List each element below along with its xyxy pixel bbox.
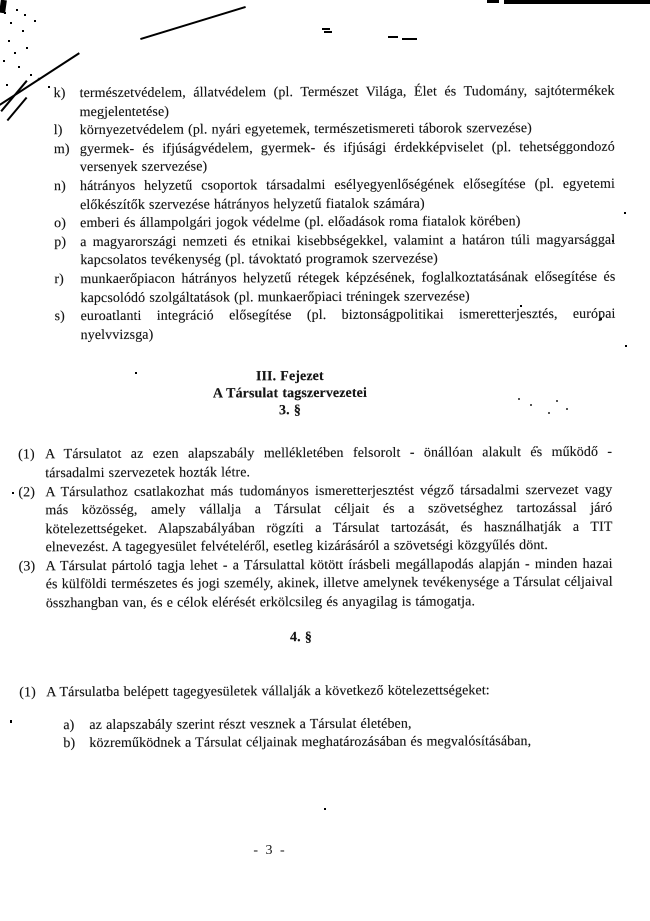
list-item-label: l): [53, 123, 63, 139]
section-4-heading: 4. §: [289, 629, 312, 645]
list-item: [63, 733, 591, 754]
list-item-label: m): [53, 141, 70, 157]
list-item-text: közreműködnek a Társulat céljainak meghatározásában és megvalósításában,: [89, 734, 532, 752]
paragraph: [18, 444, 612, 484]
scan-artifact-top-edge-line: [487, 0, 499, 3]
scan-artifact-speckles: [4, 12, 6, 14]
section-3-heading: 3. §: [278, 403, 301, 419]
chapter-title: III. Fejezet: [255, 369, 324, 385]
list-item-text: emberi és állampolgári jogok védelme (pl. előadások roma fiatalok körében): [80, 214, 521, 232]
list-item-text: euroatlanti integráció elősegítése (pl. biztonságpolitikai ismeretterjesztés, európai nyelvvizsga): [80, 306, 616, 343]
list-item-label: b): [63, 736, 76, 752]
list-item-text: természetvédelem, állatvédelem (pl. Természet Világa, Élet és Tudomány, sajtótermékek megjelentetése): [79, 83, 615, 120]
list-item: [54, 269, 615, 309]
list-item-text: az alapszabály szerint részt vesznek a Társulat életében,: [89, 716, 412, 733]
paragraph: [18, 481, 612, 558]
list-item-label: a): [63, 717, 75, 733]
list-item-label: n): [53, 179, 66, 195]
paragraph-text: A Társulathoz csatlakozhat más tudományos ismeretterjesztést végző társadalmi szervezet vagy más közösség, amely vállalja a Társulat céljait és a szövetséghez tartozással járó kötelezettségeket. Alapszabályában rögzíti a Társulat tartozását, és használhatják a TIT elnevezést. A tagegyesület felvételéről, esetleg kizárásáról a szövetségi közgyűlés dönt.: [45, 482, 613, 556]
list-item-label: r): [54, 272, 64, 288]
list-item-text: gyermek- és ifjúságvédelem, gyermek- és ifjúsági érdekképviselet (pl. tehetséggondozó versenyek szervezése): [79, 139, 615, 176]
scan-artifact-speck: [322, 28, 330, 30]
list-item: [54, 83, 615, 123]
list-item: [55, 306, 616, 346]
scan-artifact-top-edge-line: [504, 0, 650, 4]
list-item-text: környezetvédelem (pl. nyári egyetemek, természetismereti táborok szervezése): [79, 121, 532, 139]
list-item-label: s): [54, 309, 65, 325]
paragraph: [19, 556, 613, 614]
scan-artifact-speck: [388, 36, 398, 38]
obligation-list: [63, 715, 591, 754]
paragraph-text: A Társulat pártoló tagja lehet - a Társulattal kötött írásbeli megállapodás alapján - minden hazai és külföldi természetes és jogi személy, akinek, illetve amelynek tevékenysége a Társulat céljaival összhangban van, és e célok elérését erkölcsileg és anyagilag is támogatja.: [45, 556, 613, 612]
numbered-paragraphs: [18, 444, 613, 614]
paragraph-text: A Társulatba belépett tagegyesületek vállalják a következő kötelezettségeket:: [46, 683, 490, 701]
document-content: [0, 83, 650, 755]
list-item: [54, 120, 615, 141]
paragraph-text: A Társulatot az ezen alapszabály mellékletében felsorolt - önállóan alakult és működő - társadalmi szervezetek hozták létre.: [45, 445, 613, 482]
list-item-label: p): [54, 234, 67, 250]
list-item-text: munkaerőpiacon hátrányos helyzetű rétegek képzésének, foglalkoztatásának elősegítése és kapcsolódó szolgáltatások (pl. munkaerőpiaci tréningek szervezése): [80, 269, 616, 306]
list-item: [63, 715, 591, 736]
page-number: - 3 -: [253, 843, 287, 858]
paragraph-number: (1): [18, 447, 35, 463]
list-item: [54, 176, 615, 216]
activity-list: [54, 83, 616, 346]
scan-artifact-pen-stroke: [140, 6, 246, 40]
section-4-intro: [19, 682, 613, 703]
chapter-subtitle: A Társulat tagszervezetei: [212, 386, 367, 402]
list-item: [54, 213, 615, 234]
chapter-heading: [0, 367, 580, 421]
list-item: [54, 139, 615, 179]
list-item-text: hátrányos helyzetű csoportok társadalmi esélyegyenlőségének elősegítése (pl. egyetemi előkészítők szervezése hátrányos helyzetű fiatalok számára): [79, 176, 616, 213]
paragraph-number: (2): [18, 484, 35, 500]
list-item-label: k): [53, 86, 66, 102]
list-item-label: o): [54, 216, 67, 232]
list-item: [54, 231, 615, 271]
list-item-text: a magyarországi nemzeti és etnikai kisebbségekkel, valamint a határon túli magyarsággal kapcsolatos tevékenység (pl. távoktató programok szervezése): [80, 232, 616, 269]
paragraph-number: (3): [18, 559, 36, 575]
paragraph-number: (1): [19, 685, 36, 701]
